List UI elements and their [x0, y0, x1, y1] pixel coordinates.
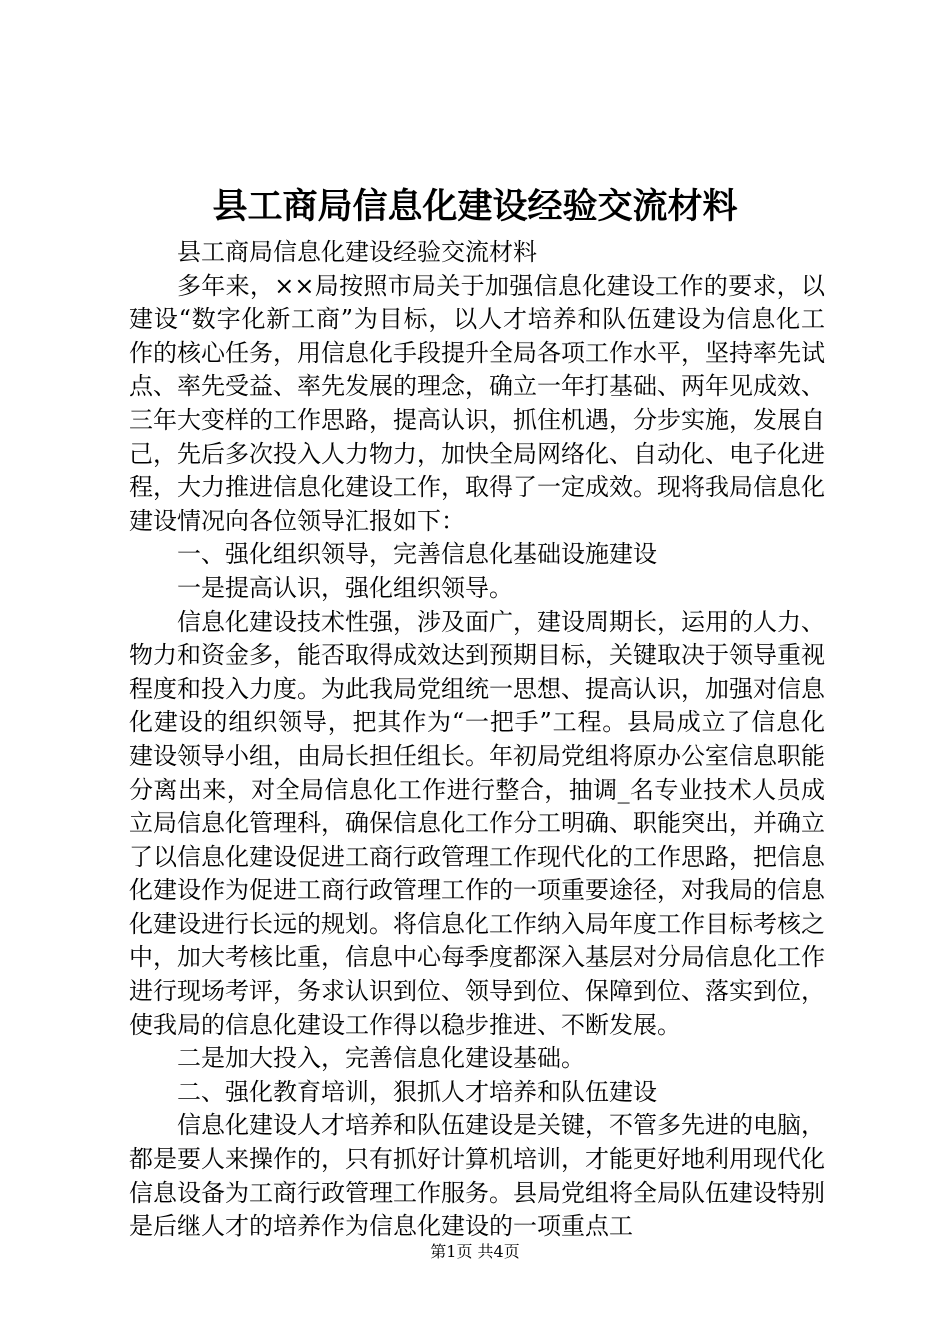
section-heading-2: 二、强化教育培训，狠抓人才培养和队伍建设 — [177, 1077, 657, 1106]
subheading-1-2: 二是加大投入，完善信息化建设基础。 — [177, 1044, 585, 1073]
page-number-footer: 第1页 共4页 — [430, 1242, 520, 1261]
paragraph-leadership: 信息化建设技术性强，涉及面广，建设周期长，运用的人力、物力和资金多，能否取得成效达到预期目标，关键取决于领导重视程度和投入力度。为此我局党组统一思想、提高认识，加强对信息化建设的组织领导，把其作为“一把手”工程。县局成立了信息化建设领导小组，由局长担任组长。年初局党组将原办公室信息职能分离出来，对全局信息化工作进行整合，抽调_名专业技术人员成立局信息化管理科，确保信息化工作分工明确、职能突出，并确立了以信息化建设促进工商行政管理工作现代化的工作思路，把信息化建设作为促进工商行政管理工作的一项重要途径，对我局的信息化建设进行长远的规划。将信息化工作纳入局年度工作目标考核之中，加大考核比重，信息中心每季度都深入基层对分局信息化工作进行现场考评，务求认识到位、领导到位、保障到位、落实到位，使我局的信息化建设工作得以稳步推进、不断发展。 — [129, 607, 825, 1039]
paragraph-intro: 多年来，××局按照市局关于加强信息化建设工作的要求，以建设“数字化新工商”为目标，以人才培养和队伍建设为信息化工作的核心任务，用信息化手段提升全局各项工作水平，坚持率先试点、率先受益、率先发展的理念，确立一年打基础、两年见成效、三年大变样的工作思路，提高认识，抓住机遇，分步实施，发展自己，先后多次投入人力物力，加快全局网络化、自动化、电子化进程，大力推进信息化建设工作，取得了一定成效。现将我局信息化建设情况向各位领导汇报如下： — [129, 271, 825, 535]
section-heading-1: 一、强化组织领导，完善信息化基础设施建设 — [177, 540, 657, 569]
document-body — [129, 236, 825, 1244]
subheading-1-1: 一是提高认识，强化组织领导。 — [177, 573, 513, 602]
paragraph-training: 信息化建设人才培养和队伍建设是关键，不管多先进的电脑，都是要人来操作的，只有抓好计算机培训，才能更好地利用现代化信息设备为工商行政管理工作服务。县局党组将全局队伍建设特别是后继人才的培养作为信息化建设的一项重点工 — [129, 1111, 825, 1241]
paragraph-subtitle: 县工商局信息化建设经验交流材料 — [177, 238, 537, 266]
document-title: 县工商局信息化建设经验交流材料 — [212, 186, 738, 227]
